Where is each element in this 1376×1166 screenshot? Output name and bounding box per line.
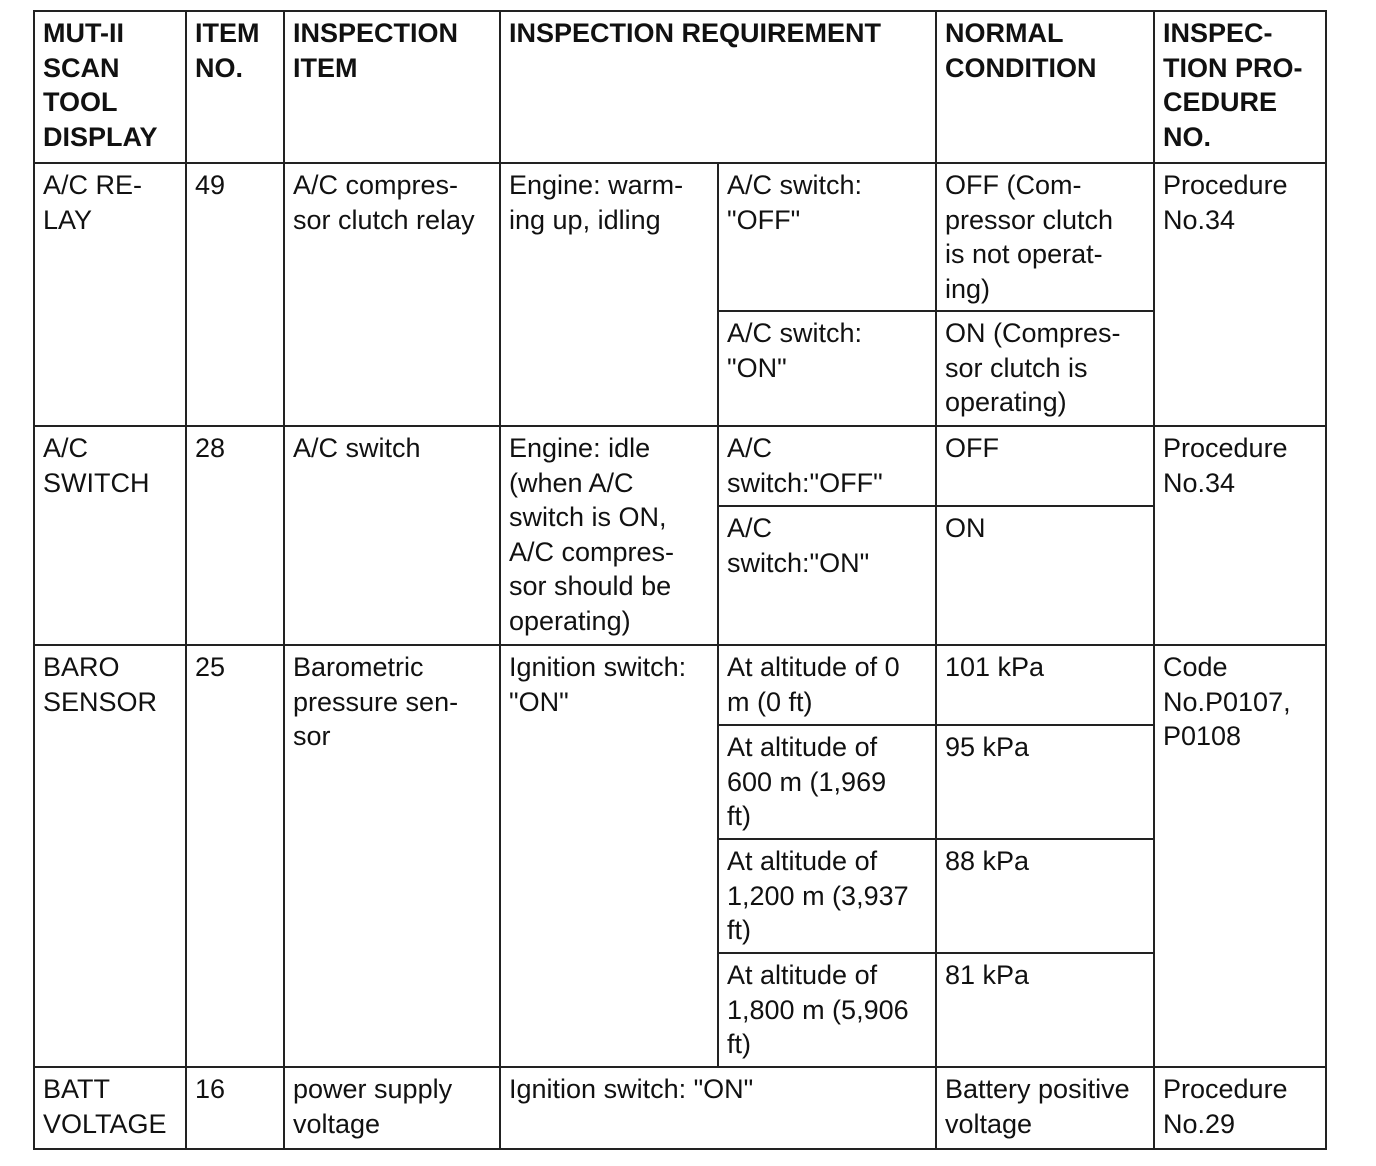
cell-display: A/C RE- LAY (34, 163, 186, 426)
table-row-batt-voltage (34, 1067, 1326, 1149)
cell-sub-condition: At altitude of 1,800 m (5,906 ft) (718, 953, 936, 1067)
cell-item: power supply voltage (284, 1067, 500, 1149)
cell-display: BARO SENSOR (34, 645, 186, 1067)
cell-item: A/C switch (284, 426, 500, 645)
cell-item-no: 16 (186, 1067, 284, 1149)
cell-sub-condition: A/C switch: "OFF" (718, 163, 936, 311)
header-scan-tool-display: MUT-II SCAN TOOL DISPLAY (34, 11, 186, 163)
cell-sub-condition: A/C switch: "ON" (718, 311, 936, 426)
cell-display: BATT VOLTAGE (34, 1067, 186, 1149)
cell-normal-condition: 101 kPa (936, 645, 1154, 725)
cell-normal-condition: ON (Compres- sor clutch is operating) (936, 311, 1154, 426)
cell-normal-condition: 95 kPa (936, 725, 1154, 839)
header-normal-condition: NORMAL CONDITION (936, 11, 1154, 163)
cell-normal-condition: 88 kPa (936, 839, 1154, 953)
cell-sub-condition: A/C switch:"ON" (718, 506, 936, 645)
cell-procedure: Procedure No.34 (1154, 426, 1326, 645)
header-procedure-no: INSPEC- TION PRO- CEDURE NO. (1154, 11, 1326, 163)
cell-item: Barometric pressure sen- sor (284, 645, 500, 1067)
cell-normal-condition: OFF (936, 426, 1154, 506)
table-row-ac-relay (34, 163, 1326, 311)
cell-sub-condition: A/C switch:"OFF" (718, 426, 936, 506)
cell-sub-condition: At altitude of 600 m (1,969 ft) (718, 725, 936, 839)
cell-normal-condition: ON (936, 506, 1154, 645)
inspection-table (33, 10, 1327, 1150)
cell-requirement: Engine: idle (when A/C switch is ON, A/C compres- sor should be operating) (500, 426, 718, 645)
cell-requirement: Ignition switch: "ON" (500, 645, 718, 1067)
cell-procedure: Procedure No.34 (1154, 163, 1326, 426)
header-row (34, 11, 1326, 163)
cell-normal-condition: 81 kPa (936, 953, 1154, 1067)
cell-item-no: 28 (186, 426, 284, 645)
table-row-baro-sensor (34, 645, 1326, 725)
cell-procedure: Code No.P0107, P0108 (1154, 645, 1326, 1067)
header-inspection-item: INSPECTION ITEM (284, 11, 500, 163)
cell-normal-condition: OFF (Com- pressor clutch is not operat- ing) (936, 163, 1154, 311)
cell-sub-condition: At altitude of 1,200 m (3,937 ft) (718, 839, 936, 953)
cell-display: A/C SWITCH (34, 426, 186, 645)
cell-requirement: Engine: warm- ing up, idling (500, 163, 718, 426)
cell-sub-condition: At altitude of 0 m (0 ft) (718, 645, 936, 725)
header-inspection-requirement: INSPECTION REQUIREMENT (500, 11, 936, 163)
table-row-ac-switch (34, 426, 1326, 506)
cell-normal-condition: Battery positive voltage (936, 1067, 1154, 1149)
cell-requirement: Ignition switch: "ON" (500, 1067, 936, 1149)
cell-procedure: Procedure No.29 (1154, 1067, 1326, 1149)
cell-item-no: 25 (186, 645, 284, 1067)
header-item-no: ITEM NO. (186, 11, 284, 163)
cell-item: A/C compres- sor clutch relay (284, 163, 500, 426)
cell-item-no: 49 (186, 163, 284, 426)
